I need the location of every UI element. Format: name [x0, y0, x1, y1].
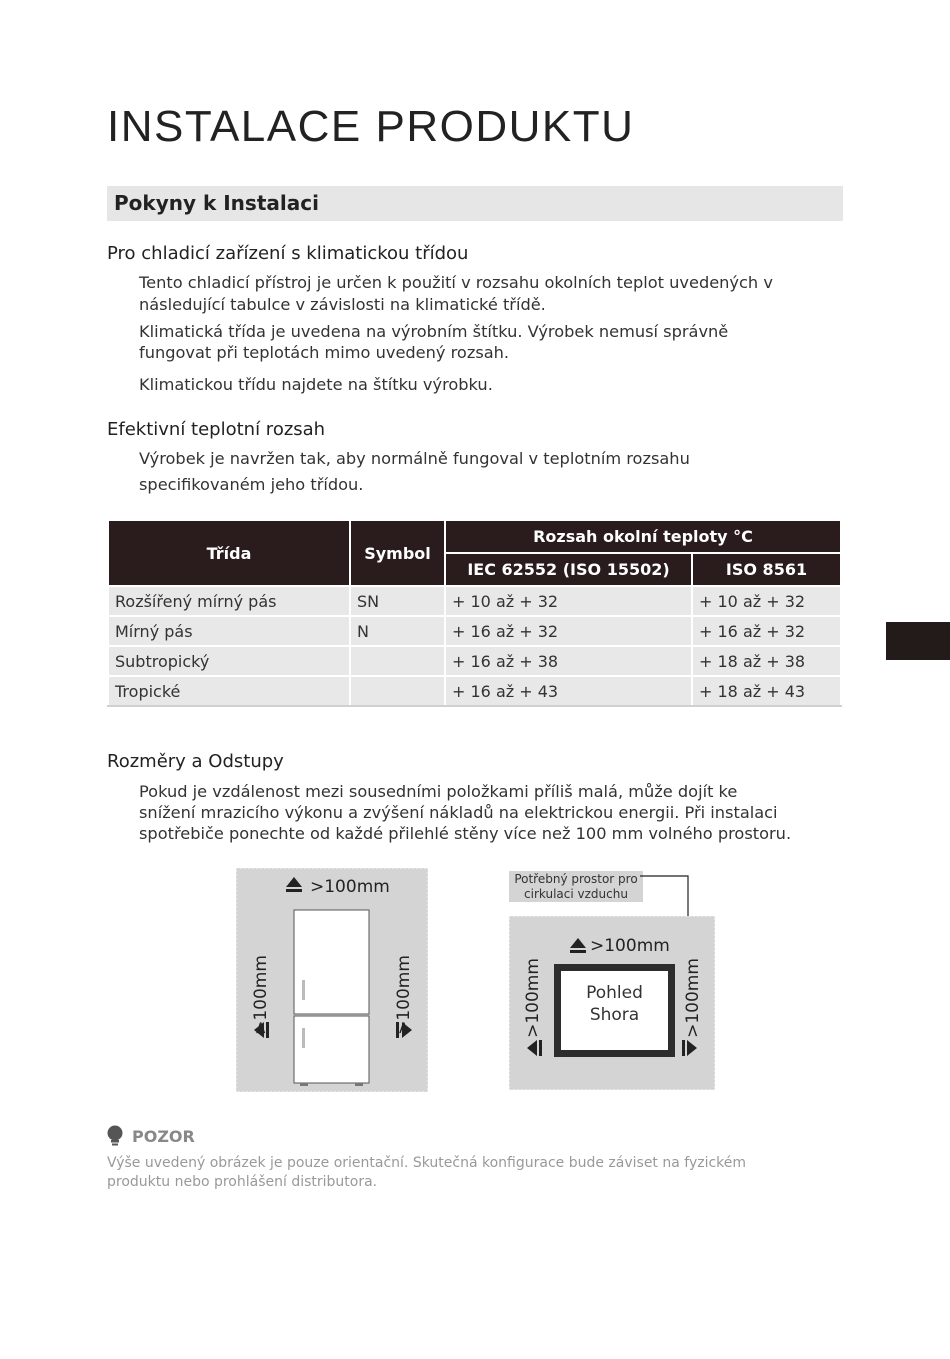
cell-symbol [350, 646, 445, 676]
paragraph-line: fungovat při teplotách mimo uvedený rozsah. [139, 343, 510, 362]
cell-class: Mírný pás [108, 616, 350, 646]
table-row [108, 586, 841, 616]
cell-class: Rozšířený mírný pás [108, 586, 350, 616]
side-tab-marker [886, 622, 950, 660]
paragraph-line: Výrobek je navržen tak, aby normálně fungoval v teplotním rozsahu [139, 449, 690, 468]
climate-class-table [107, 519, 842, 707]
th-symbol: Symbol [350, 520, 445, 586]
note-line: Výše uvedený obrázek je pouze orientační. Skutečná konfigurace bude záviset na fyzickém [107, 1155, 747, 1171]
temp-range-heading: Efektivní teplotní rozsah [107, 419, 326, 440]
paragraph-line: Pokud je vzdálenost mezi sousedními položkami příliš malá, může dojít ke [139, 782, 738, 801]
paragraph-line: spotřebiče ponechte od každé přilehlé stěny více než 100 mm volného prostoru. [139, 824, 792, 843]
section-bar-title: Pokyny k Instalaci [114, 191, 319, 215]
top-view-top-clearance: >100mm [590, 936, 670, 956]
cell-iec: + 16 až + 32 [445, 616, 692, 646]
paragraph-line: snížení mrazicího výkonu a zvýšení nákladů na elektrickou energii. Při instalaci [139, 803, 778, 822]
cell-iso: + 18 až + 38 [692, 646, 841, 676]
th-iso: ISO 8561 [692, 553, 841, 586]
cell-symbol [350, 676, 445, 706]
th-iec: IEC 62552 (ISO 15502) [445, 553, 692, 586]
table-row [108, 616, 841, 646]
cell-iec: + 10 až + 32 [445, 586, 692, 616]
lightbulb-icon [106, 1125, 126, 1147]
pozor-label: POZOR [132, 1127, 195, 1146]
callout-line: cirkulaci vzduchu [524, 887, 628, 901]
dimensions-heading: Rozměry a Odstupy [107, 751, 284, 772]
fridge-icon [294, 910, 369, 1086]
top-view-left-clearance: >100mm [523, 958, 543, 1038]
climate-class-heading: Pro chladicí zařízení s klimatickou třídou [107, 243, 469, 264]
paragraph-line: Klimatickou třídu najdete na štítku výrobku. [139, 375, 493, 394]
table-row [108, 646, 841, 676]
paragraph-line: následující tabulce v závislosti na klimatické třídě. [139, 295, 546, 314]
top-view-label: Shora [589, 1005, 640, 1025]
note-line: produktu nebo prohlášení distributora. [107, 1174, 378, 1190]
cell-iso: + 16 až + 32 [692, 616, 841, 646]
paragraph-line: Tento chladicí přístroj je určen k použití v rozsahu okolních teplot uvedených v [139, 273, 773, 292]
cell-symbol: N [350, 616, 445, 646]
cell-class: Tropické [108, 676, 350, 706]
cell-iso: + 10 až + 32 [692, 586, 841, 616]
cell-iec: + 16 až + 38 [445, 646, 692, 676]
cell-iec: + 16 až + 43 [445, 676, 692, 706]
cell-symbol: SN [350, 586, 445, 616]
th-range: Rozsah okolní teploty °C [445, 520, 841, 553]
front-right-clearance: >100mm [394, 955, 414, 1035]
callout-line: Potřebný prostor pro [514, 872, 638, 886]
top-view-right-clearance: >100mm [683, 958, 703, 1038]
cell-iso: + 18 až + 43 [692, 676, 841, 706]
front-top-clearance: >100mm [310, 877, 390, 897]
page-title: INSTALACE PRODUKTU [107, 102, 635, 151]
th-class: Třída [108, 520, 350, 586]
paragraph-line: Klimatická třída je uvedena na výrobním štítku. Výrobek nemusí správně [139, 322, 729, 341]
table-row [108, 676, 841, 706]
cell-class: Subtropický [108, 646, 350, 676]
section-bar [107, 186, 843, 221]
front-left-clearance: >100mm [251, 955, 271, 1035]
top-view-label: Pohled [586, 983, 643, 1003]
paragraph-line: specifikovaném jeho třídou. [139, 475, 364, 494]
